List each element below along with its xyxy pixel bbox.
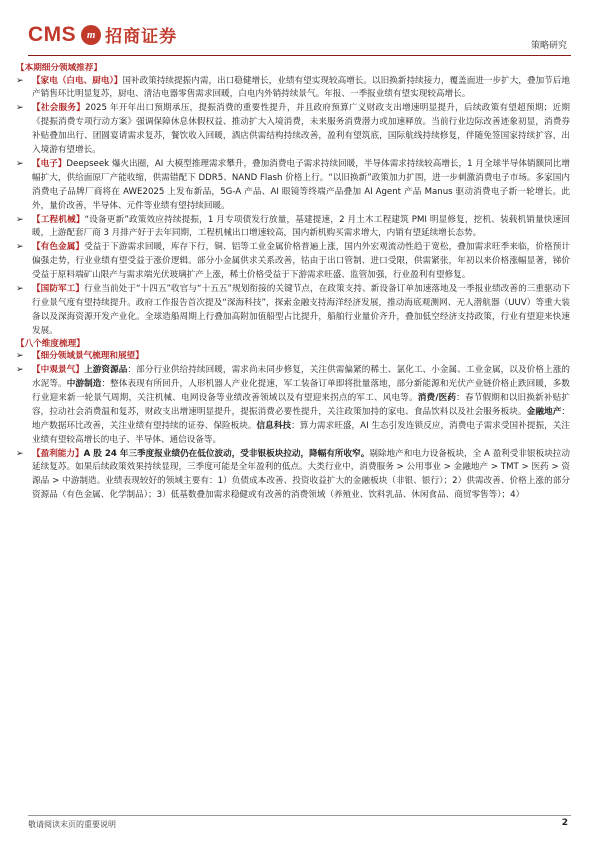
page-header [28,12,571,58]
item-body: ：春节假期和以旧换新补贴扩容，拉动社会消费温和复苏，财政支出增速明显提升，提振消费必要性提升，关注政策加持的家电、食品饮料以及社会服务板块。 [32,392,570,417]
logo-chinese-name: 招商证券 [105,27,178,47]
item-tag: 【细分领域景气梳理和展望】 [32,351,144,362]
list-item [14,158,570,214]
item-body: ：整体表现有所回升，人形机器人产业化提速，军工装备订单即将批量落地，部分新能源和光伏产业链价格止跌回暖，多数行业迎来新一轮景气周期，关注机械、电网设备等业绩改善领域以及有望迎来拐点的军工、风电等。 [32,379,570,403]
item-text [32,364,570,447]
item-text [32,350,570,364]
page-number: 2 [561,818,568,828]
list-item [14,448,570,504]
section-title-recommend: 【本期细分领域推荐】 [16,63,102,73]
list-item [14,75,570,103]
item-text [32,214,570,242]
item-text [32,283,570,339]
page-content [14,63,570,805]
item-tag: 【社会服务】 [32,103,86,114]
item-body: 行业当前处于“十四五”收官与“十五五”规划衔接的关键节点，在政策支持、新设备订单加速落地及一季报业绩改善的三重驱动下行业景气度有望持续提升。政府工作报告首次提及“深海科技”，探索金融支持海洋经济发展，推动海底观测网、无人潜航器（UUV）等重大装备以及深海资源开发产业化。全球造船周期上行叠加高附加值船型占比提升，船舶行业量价齐升，叠加低空经济支持政策，行业有望迎来快速发展。 [32,284,570,336]
footer-divider [28,815,571,816]
item-body: ：地产数据环比改善，关注业绩有望持续的证券、保险板块。 [32,406,570,431]
arrow-bullet-icon: ➢ [16,284,24,295]
item-tag: 【中观景气】 [32,365,85,376]
arrow-bullet-icon: ➢ [16,448,24,459]
list-item [14,364,570,447]
arrow-bullet-icon: ➢ [16,214,24,225]
item-subhead: 金融地产 [526,406,562,417]
header-divider [28,55,571,56]
item-tag: 【盈利能力】 [32,448,84,459]
arrow-bullet-icon: ➢ [16,75,24,86]
item-subhead: 消费/医药 [417,392,457,403]
arrow-bullet-icon: ➢ [16,365,24,376]
item-body: 2025 年开年出口预期承压，提振消费的重要性提升，并且政府预算广义财政支出增速明显提升，后续政策有望超预期；近期《提振消费专项行动方案》强调保障休息休假权益、推动扩大入境消费，未来服务消费潜力或加速释放。当前行业边际改善迹象初显，消费券补贴叠加出行、团圆宴请需求复苏，餐饮收入回暖，酒店供需结构持续改善，盈利有望筑底，国际航线持续修复，伴随免签国家持续扩容，出入境游有望增长。 [32,103,570,156]
list-item [14,102,570,158]
item-text [32,158,570,214]
arrow-bullet-icon: ➢ [16,242,24,253]
cms-logo [28,22,177,47]
logo-cms-text: CMS [28,22,77,46]
item-tag: 【国防军工】 [32,284,84,295]
list-item [14,350,570,364]
arrow-bullet-icon: ➢ [16,351,24,362]
list-item [14,283,570,339]
item-lead: A 股 24 年三季度报业绩仍在低位波动，受非银板块拉动，降幅有所收窄。 [83,448,370,459]
arrow-bullet-icon: ➢ [16,158,24,169]
item-body: 受益于下游需求回暖，库存下行，铜、铝等工业金属价格普遍上涨，国内外宏观流动性趋于宽松，叠加需求旺季来临，价格预计偏强走势，行业业绩有望受益于涨价逻辑。部分小金属供求关系改善，钴由于出口管制、进口受限，供需紧张，年初以来价格涨幅显著，锑价受益于原料端矿山限产与需求端光伏玻璃扩产上涨，稀土价格受益于下游需求旺盛、监管加强，行业盈利有望修复。 [32,242,570,281]
item-subhead: 信息科技 [256,420,292,431]
item-body: 国补政策持续提振内需，出口稳健增长，业绩有望实现较高增长。以旧换新持续接力，覆盖面进一步扩大，叠加节后地产销售环比明显复苏，厨电、清洁电器零售需求回暖，白电内外销持续景气。年报、一季报业绩有望实现较高增长。 [32,75,570,100]
item-body: Deepseek 爆火出圈，AI 大模型推理需求攀升，叠加消费电子需求持续回暖，半导体需求持续较高增长，1 月全球半导体销额同比增幅扩大，供给面原厂产能收缩，供需错配下 DDR5、NAND Flash 价格上行。“以旧换新”政策加力扩围，进一步刺激消费电子市场。多家国内消费电子品牌厂商将在 AWE2025 上发布新品，5G-A 产品、AI 眼镜等终端产品叠加 AI Agent 产品 Manus 驱动消费电子新一轮增长。此外，量价改善，半导体、元件等业绩有望持续回暖。 [32,158,570,211]
item-tag: 【家电（白电、厨电）】 [32,75,123,86]
logo-emblem-icon: m [81,25,101,45]
report-category: 策略研究 [530,41,567,51]
item-body: ：算力需求旺盛，AI 生态引发连锁反应，消费电子需求受国补提振，关注业绩有望较高增长的电子、半导体、通信设备等。 [32,420,570,445]
item-tag: 【电子】 [32,158,67,169]
footer-disclaimer: 敬请阅读末页的重要说明 [28,820,116,829]
item-text [32,448,570,504]
section-title-dimensions: 【八个维度梳理】 [16,338,85,349]
list-item [14,214,570,242]
item-body: “设备更新”政策效应持续提振，1 月专项债发行放量，基建提速，2 月土木工程建筑 PMI 明显修复，挖机、装载机销量快速回暖，上游配套厂商 3 月排产好于去年同期，工程机械出口增速较高，国内新机购买需求增大，内销有望延续增长态势。 [32,214,570,239]
arrow-bullet-icon: ➢ [16,103,24,114]
item-tag: 【有色金属】 [32,242,85,253]
item-text [32,102,570,158]
item-subhead: 上游资源品 [84,365,128,376]
item-tag: 【工程机械】 [32,214,85,225]
item-subhead: 中游制造 [66,379,102,390]
item-body: ：部分行业供给持续回暖，需求尚未同步修复，关注供需偏紧的稀土、氯化工、小金属、工业金属，以及价格上涨的水泥等。 [32,365,570,390]
list-item [14,241,570,283]
item-text [32,75,570,103]
item-body: 剔除地产和电力设备板块，全 A 盈利受非银板块拉动延续复苏。如果后续政策效果持续显现，三季度可能是全年盈利的低点。大类行业中，消费服务 > 公用事业 > 金融地产 > TMT > 医药 > 资源品 > 中游制造。业绩表现较好的领域主要有：1）负债成本改善、投资收益扩大的金融板块（非银、银行）；2）供需改善、价格上涨的部分资源品（有色金属、化学制品）；3）低基数叠加需求稳健或有改善的消费领域（养殖业、饮料乳品、休闲食品、商贸零售等）；4） [32,448,570,501]
item-text [32,241,570,283]
